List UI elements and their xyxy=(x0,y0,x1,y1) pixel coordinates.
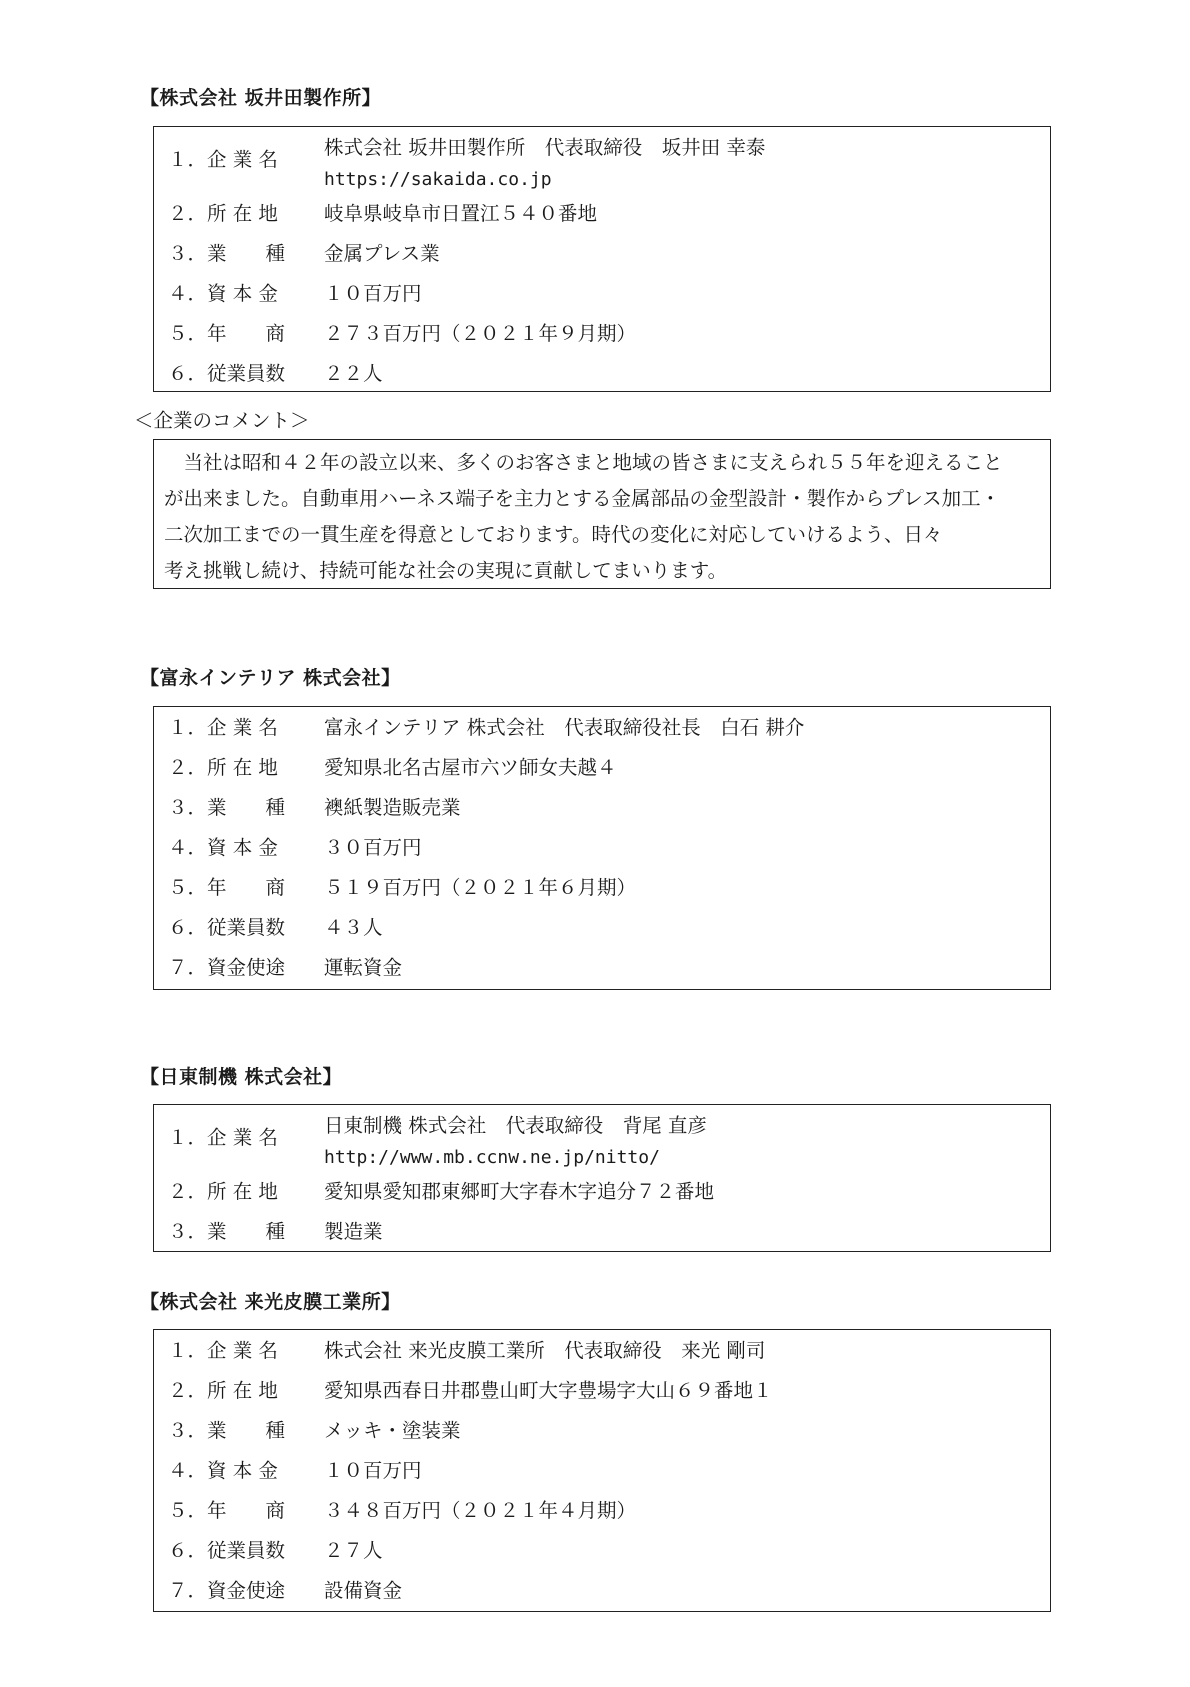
row-value: メッキ・塗装業 xyxy=(324,1419,461,1442)
row-label: ６．従業員数 xyxy=(168,916,286,939)
company-title: 【株式会社 来光皮膜工業所】 xyxy=(140,1291,401,1313)
row-label: ４．資 本 金 xyxy=(168,282,278,305)
row-value: 愛知県愛知郡東郷町大字春木字追分７２番地 xyxy=(324,1180,715,1203)
row-value: ３０百万円 xyxy=(324,836,422,859)
company-info-box xyxy=(153,706,1051,990)
row-label: １．企 業 名 xyxy=(168,716,278,739)
row-label: １．企 業 名 xyxy=(168,1339,278,1362)
row-label: ５．年 商 xyxy=(168,876,286,899)
comment-line: が出来ました。自動車用ハーネス端子を主力とする金属部品の金型設計・製作からプレス加工・ xyxy=(164,487,1001,510)
company-title: 【日東制機 株式会社】 xyxy=(140,1066,343,1088)
company-info-box xyxy=(153,1104,1051,1252)
row-value: 金属プレス業 xyxy=(324,242,440,265)
row-label: １．企 業 名 xyxy=(168,1126,278,1149)
company-title: 【株式会社 坂井田製作所】 xyxy=(140,87,382,109)
row-value: ４３人 xyxy=(324,916,383,939)
row-label: ２．所 在 地 xyxy=(168,202,278,225)
row-value: ２７人 xyxy=(324,1539,383,1562)
row-label: ５．年 商 xyxy=(168,322,286,345)
row-label: ２．所 在 地 xyxy=(168,1180,278,1203)
comment-heading: ＜企業のコメント＞ xyxy=(134,409,310,432)
row-value: ２７３百万円（２０２１年９月期） xyxy=(324,322,637,345)
row-label: ３．業 種 xyxy=(168,1419,286,1442)
row-label: ４．資 本 金 xyxy=(168,836,278,859)
company-url-link[interactable]: https://sakaida.co.jp xyxy=(324,169,552,190)
company-url-link[interactable]: http://www.mb.ccnw.ne.jp/nitto/ xyxy=(324,1147,660,1168)
row-value: 愛知県北名古屋市六ツ師女夫越４ xyxy=(324,756,617,779)
row-value: 株式会社 来光皮膜工業所 代表取締役 来光 剛司 xyxy=(324,1339,766,1362)
row-value: ５１９百万円（２０２１年６月期） xyxy=(324,876,637,899)
row-label: ７．資金使途 xyxy=(168,1579,286,1602)
comment-line: 当社は昭和４２年の設立以来、多くのお客さまと地域の皆さまに支えられ５５年を迎えること xyxy=(164,451,1003,474)
comment-line: 二次加工までの一貫生産を得意としております。時代の変化に対応していけるよう、日々 xyxy=(164,523,943,546)
comment-line: 考え挑戦し続け、持続可能な社会の実現に貢献してまいります。 xyxy=(164,559,728,582)
row-label: ３．業 種 xyxy=(168,242,286,265)
row-label: ３．業 種 xyxy=(168,1220,286,1243)
row-label: ５．年 商 xyxy=(168,1499,286,1522)
row-label: ７．資金使途 xyxy=(168,956,286,979)
row-label: ２．所 在 地 xyxy=(168,756,278,779)
comment-box xyxy=(153,439,1051,589)
row-label: ６．従業員数 xyxy=(168,362,286,385)
row-value: 運転資金 xyxy=(324,956,403,979)
row-value: 富永インテリア 株式会社 代表取締役社長 白石 耕介 xyxy=(324,716,805,739)
row-value: 株式会社 坂井田製作所 代表取締役 坂井田 幸泰 xyxy=(324,136,766,159)
row-value: １０百万円 xyxy=(324,1459,422,1482)
row-value: 日東制機 株式会社 代表取締役 背尾 直彦 xyxy=(324,1114,707,1137)
company-info-box xyxy=(153,126,1051,392)
row-value: 岐阜県岐阜市日置江５４０番地 xyxy=(324,202,598,225)
row-label: ６．従業員数 xyxy=(168,1539,286,1562)
row-value: ３４８百万円（２０２１年４月期） xyxy=(324,1499,637,1522)
company-info-box xyxy=(153,1329,1051,1612)
row-label: １．企 業 名 xyxy=(168,148,278,171)
row-label: ３．業 種 xyxy=(168,796,286,819)
row-label: ２．所 在 地 xyxy=(168,1379,278,1402)
row-value: １０百万円 xyxy=(324,282,422,305)
row-value: 愛知県西春日井郡豊山町大字豊場字大山６９番地１ xyxy=(324,1379,773,1402)
row-value: 設備資金 xyxy=(324,1579,403,1602)
row-label: ４．資 本 金 xyxy=(168,1459,278,1482)
row-value: ２２人 xyxy=(324,362,383,385)
row-value: 襖紙製造販売業 xyxy=(324,796,461,819)
row-value: 製造業 xyxy=(324,1220,383,1243)
company-title: 【富永インテリア 株式会社】 xyxy=(140,667,401,689)
